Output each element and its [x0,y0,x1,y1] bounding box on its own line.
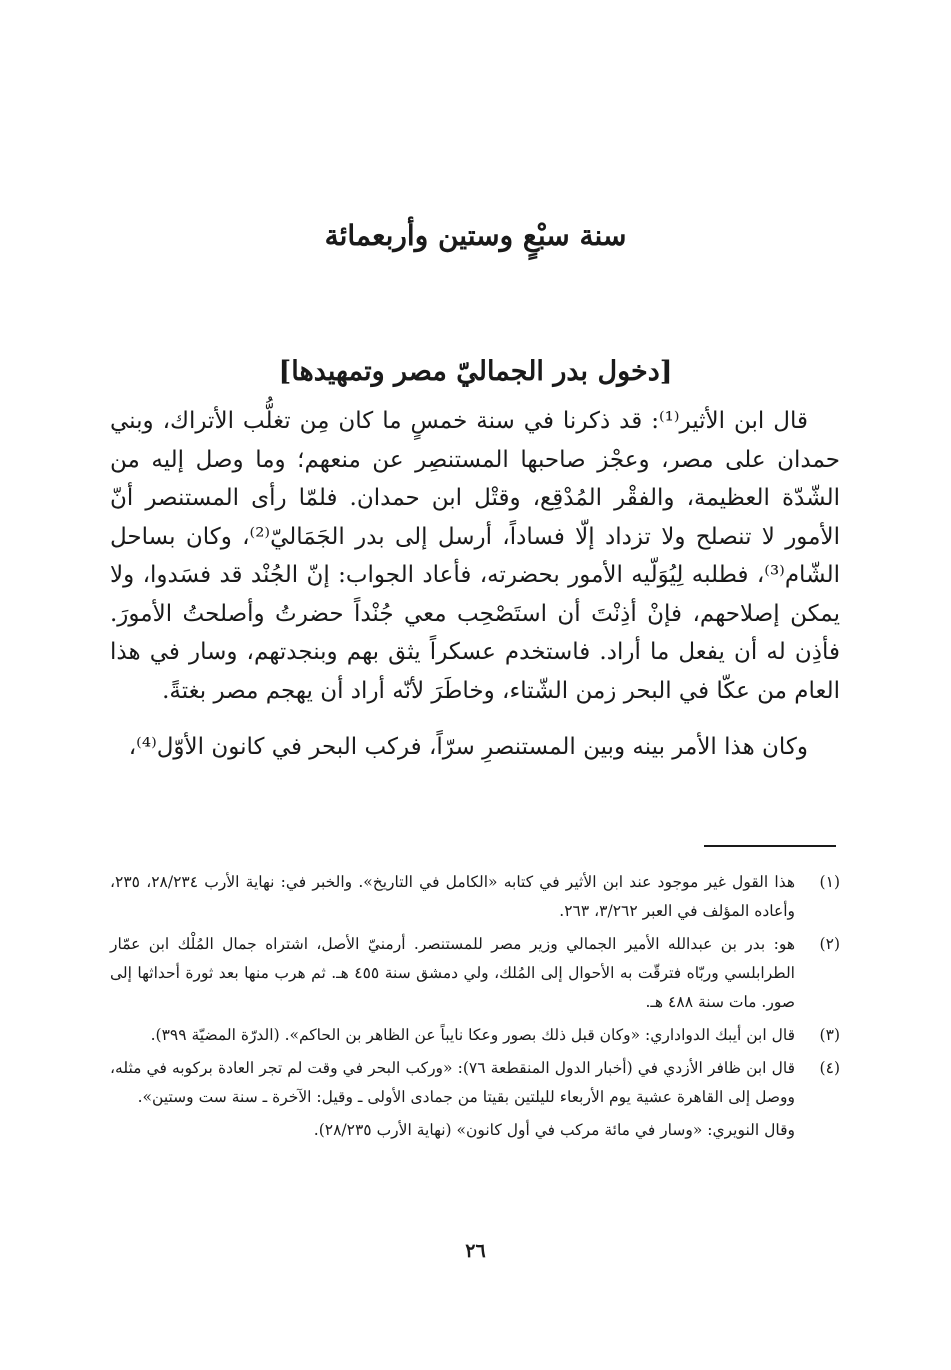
footnote-number: (٢) [819,935,840,953]
footnote-number: (٤) [819,1059,840,1077]
footnote-3 [110,1021,840,1050]
chapter-title: سنة سبْعٍ وستين وأربعمائة [324,219,627,252]
body-paragraph-1: قال ابن الأثير⁽¹⁾: قد ذكرنا في سنة خمسٍ ما كان مِن تغلُّب الأتراك، وبني حمدان على مصر، وعجْز صاحبها المستنصِر عن منعهم؛ وما وصل إليه من الشّدّة العظيمة، والفقْر المُدْقِع، وقتْل ابن حمدان. فلمّا رأى المستنصر أنّ الأمور لا تنصلح ولا تزداد إلّا فساداً، أرسل إلى بدر الجَمَاليّ⁽²⁾، وكان بساحل الشّام⁽³⁾، فطلبه لِيُوَلّيه الأمور بحضرته، فأعاد الجواب: إنّ الجُنْد قد فسَدوا، ولا يمكن إصلاحهم، فإنْ أذِنْتَ أن استَصْحِب معي جُنْداً حضرتُ وأصلحتُ الأمورَ. فأذِن له أن يفعل ما أراد. فاستخدم عسكراً يثق بهم وبنجدتهم، وسار في هذا العام من عكّا في البحر زمن الشّتاء، وخاطَرَ لأنّه أراد أن يهجم مصر بغتةً. [110,408,841,704]
footnotes [110,868,840,1145]
footnote-1 [110,868,840,926]
footnote-separator [704,845,836,847]
footnote-text: هذا القول غير موجود عند ابن الأثير في كتابه «الكامل في التاريخ». والخبر في: نهاية الأرب ٢٨/٢٣٤، ٢٣٥، وأعاده المؤلف في العبر ٣/٢٦٢، ٢٦٣. [110,873,796,920]
section-heading: [دخول بدر الجماليّ مصر وتمهيدها] [278,356,673,387]
footnote-number: (١) [819,873,840,891]
footnote-4 [110,1054,840,1112]
footnote-text: قال ابن ظافر الأزدي في (أخبار الدول المنقطعة ٧٦): «وركب البحر في وقت لم تجر العادة بركوبه في مثله، ووصل إلى القاهرة عشية يوم الأربعاء لليلتين بقيتا من جمادى الأولى ـ وقيل: الآخرة ـ سنة ست وستين». [110,1059,795,1106]
footnote-2 [110,930,840,1017]
main-text [110,402,840,767]
body-paragraph-2: وكان هذا الأمر بينه وبين المستنصرِ سرّاً، فركب البحر في كانون الأوّل⁽⁴⁾، [128,734,808,760]
footnote-text: هو: بدر بن عبدالله الأمير الجمالي وزير مصر للمستنصر. أرمنيّ الأصل، اشتراه جمال المُلْك ابن عمّار الطرابلسي وربّاه فترقّت به الأحوال إلى المُلك، ولي دمشق سنة ٤٥٥ هـ. ثم هرب منها بعد ثورة أحداثها إلى صور. مات سنة ٤٨٨ هـ. [110,935,795,1011]
footnote-text: قال ابن أيبك الدواداري: «وكان قبل ذلك بصور وعكا نايباً عن الظاهر بن الحاكم». (الدرّة المضيّة ٣٩٩). [150,1026,795,1044]
footnote-number: (٣) [819,1026,840,1044]
page-number: ٢٦ [465,1240,486,1262]
footnote-4-continuation: وقال النويري: «وسار في مائة مركب في أول كانون» (نهاية الأرب ٢٨/٢٣٥). [313,1121,795,1139]
